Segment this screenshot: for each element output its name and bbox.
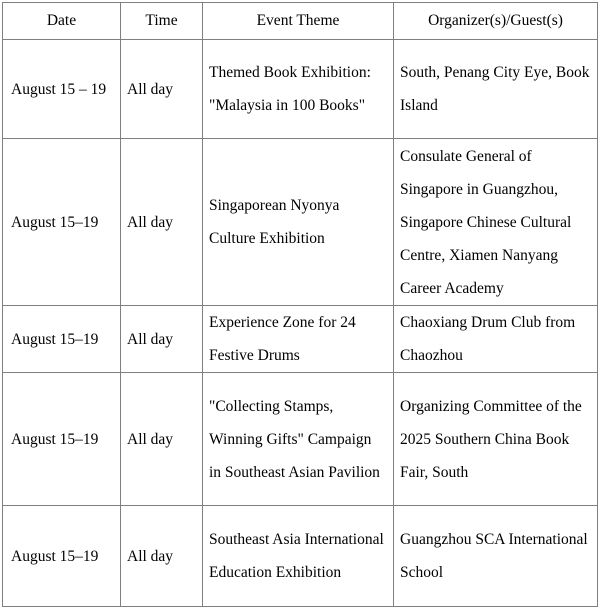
cell-organizer: Organizing Committee of the 2025 Southern China Book Fair, South (394, 373, 598, 506)
cell-time: All day (121, 373, 203, 506)
header-date: Date (3, 3, 121, 40)
cell-time: All day (121, 506, 203, 607)
table-header-row (3, 3, 598, 40)
table-row (3, 373, 598, 506)
cell-organizer: Consulate General of Singapore in Guangzhou, Singapore Chinese Cultural Centre, Xiamen Nanyang Career Academy (394, 139, 598, 306)
cell-date: August 15–19 (3, 373, 121, 506)
cell-event-theme: Singaporean Nyonya Culture Exhibition (203, 139, 394, 306)
event-schedule-table (2, 2, 598, 607)
header-event-theme: Event Theme (203, 3, 394, 40)
cell-event-theme: Southeast Asia International Education Exhibition (203, 506, 394, 607)
cell-event-theme: Themed Book Exhibition: "Malaysia in 100 Books" (203, 40, 394, 139)
cell-organizer: Chaoxiang Drum Club from Chaozhou (394, 306, 598, 373)
table-row (3, 139, 598, 306)
cell-organizer: South, Penang City Eye, Book Island (394, 40, 598, 139)
cell-date: August 15–19 (3, 306, 121, 373)
cell-time: All day (121, 306, 203, 373)
cell-organizer: Guangzhou SCA International School (394, 506, 598, 607)
cell-date: August 15–19 (3, 139, 121, 306)
cell-date: August 15 – 19 (3, 40, 121, 139)
cell-date: August 15–19 (3, 506, 121, 607)
table-row (3, 506, 598, 607)
header-time: Time (121, 3, 203, 40)
table-row (3, 306, 598, 373)
cell-event-theme: Experience Zone for 24 Festive Drums (203, 306, 394, 373)
cell-time: All day (121, 40, 203, 139)
table-row (3, 40, 598, 139)
cell-event-theme: "Collecting Stamps, Winning Gifts" Campaign in Southeast Asian Pavilion (203, 373, 394, 506)
header-organizers: Organizer(s)/Guest(s) (394, 3, 598, 40)
cell-time: All day (121, 139, 203, 306)
